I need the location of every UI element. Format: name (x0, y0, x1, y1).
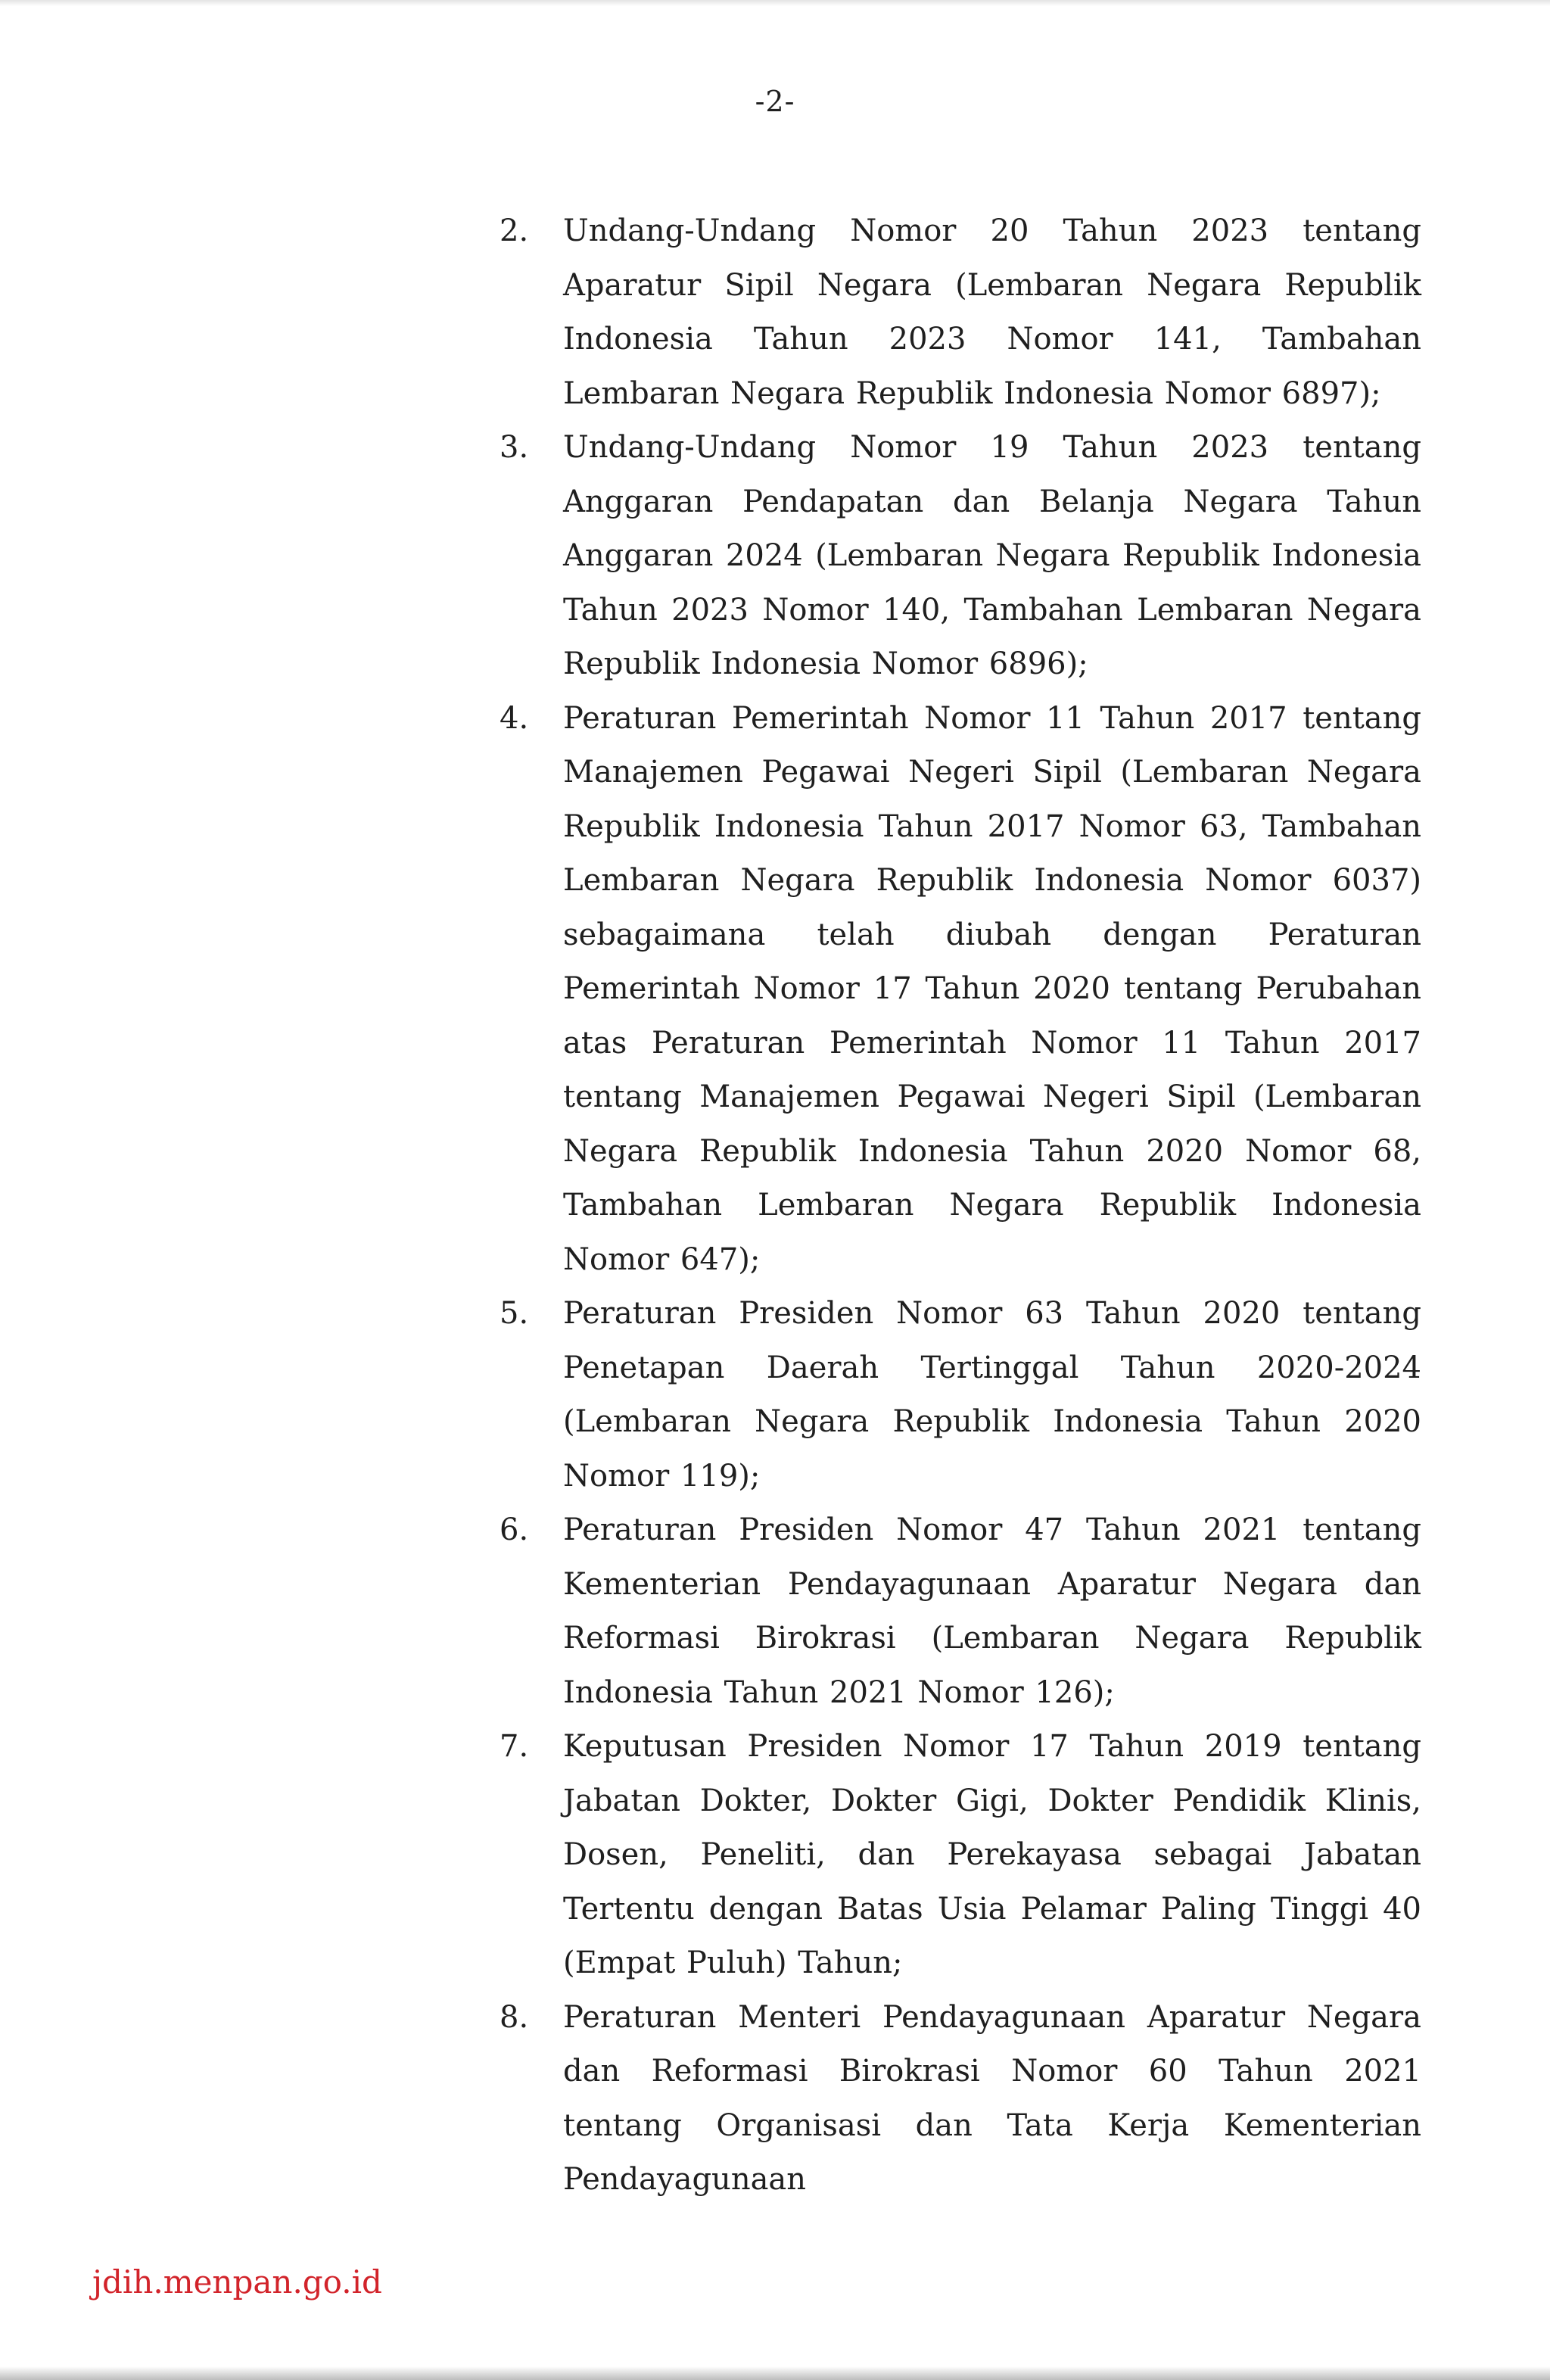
list-item-number: 7. (500, 1729, 529, 1764)
list-item-text: Peraturan Menteri Pendayagunaan Aparatur Negara dan Reformasi Birokrasi Nomor 60 Tahun 2021 tentang Organisasi dan Tata Kerja Kementerian Pendayagunaan (563, 1999, 1421, 2197)
list-item-number: 3. (500, 430, 529, 465)
list-item-number: 8. (500, 1999, 529, 2035)
list-item-number: 4. (500, 700, 529, 736)
list-item (500, 1503, 1421, 1720)
list-item-text: Peraturan Pemerintah Nomor 11 Tahun 2017 tentang Manajemen Pegawai Negeri Sipil (Lembaran Negara Republik Indonesia Tahun 2017 Nomor 63, Tambahan Lembaran Negara Republik Indonesia Nomor 6037) sebagaimana telah diubah dengan Peraturan Pemerintah Nomor 17 Tahun 2020 tentang Perubahan atas Peraturan Pemerintah Nomor 11 Tahun 2017 tentang Manajemen Pegawai Negeri Sipil (Lembaran Negara Republik Indonesia Tahun 2020 Nomor 68, Tambahan Lembaran Negara Republik Indonesia Nomor 647); (563, 700, 1421, 1277)
list-item-text: Peraturan Presiden Nomor 47 Tahun 2021 tentang Kementerian Pendayagunaan Aparatur Negara dan Reformasi Birokrasi (Lembaran Negara Republik Indonesia Tahun 2021 Nomor 126); (563, 1512, 1421, 1710)
list-item (500, 421, 1421, 692)
page-top-edge (0, 0, 1550, 6)
list-item-text: Undang-Undang Nomor 19 Tahun 2023 tentang Anggaran Pendapatan dan Belanja Negara Tahun Anggaran 2024 (Lembaran Negara Republik Indonesia Tahun 2023 Nomor 140, Tambahan Lembaran Negara Republik Indonesia Nomor 6896); (563, 430, 1421, 681)
source-website-link[interactable]: jdih.menpan.go.id (92, 2263, 382, 2301)
list-item-number: 2. (500, 213, 529, 248)
list-item (500, 1720, 1421, 1991)
list-item (500, 204, 1421, 421)
list-item-number: 6. (500, 1512, 529, 1547)
legal-basis-list (500, 204, 1421, 2207)
list-item-text: Keputusan Presiden Nomor 17 Tahun 2019 tentang Jabatan Dokter, Dokter Gigi, Dokter Pendidik Klinis, Dosen, Peneliti, dan Perekayasa sebagai Jabatan Tertentu dengan Batas Usia Pelamar Paling Tinggi 40 (Empat Puluh) Tahun; (563, 1729, 1421, 1980)
list-item (500, 1287, 1421, 1503)
list-item-number: 5. (500, 1296, 529, 1331)
list-item (500, 1991, 1421, 2207)
page-bottom-edge (0, 2366, 1550, 2380)
list-item (500, 692, 1421, 1288)
page-number: -2- (755, 85, 795, 118)
list-item-text: Peraturan Presiden Nomor 63 Tahun 2020 tentang Penetapan Daerah Tertinggal Tahun 2020-2024 (Lembaran Negara Republik Indonesia Tahun 2020 Nomor 119); (563, 1296, 1421, 1494)
list-item-text: Undang-Undang Nomor 20 Tahun 2023 tentang Aparatur Sipil Negara (Lembaran Negara Republik Indonesia Tahun 2023 Nomor 141, Tambahan Lembaran Negara Republik Indonesia Nomor 6897); (563, 213, 1421, 411)
